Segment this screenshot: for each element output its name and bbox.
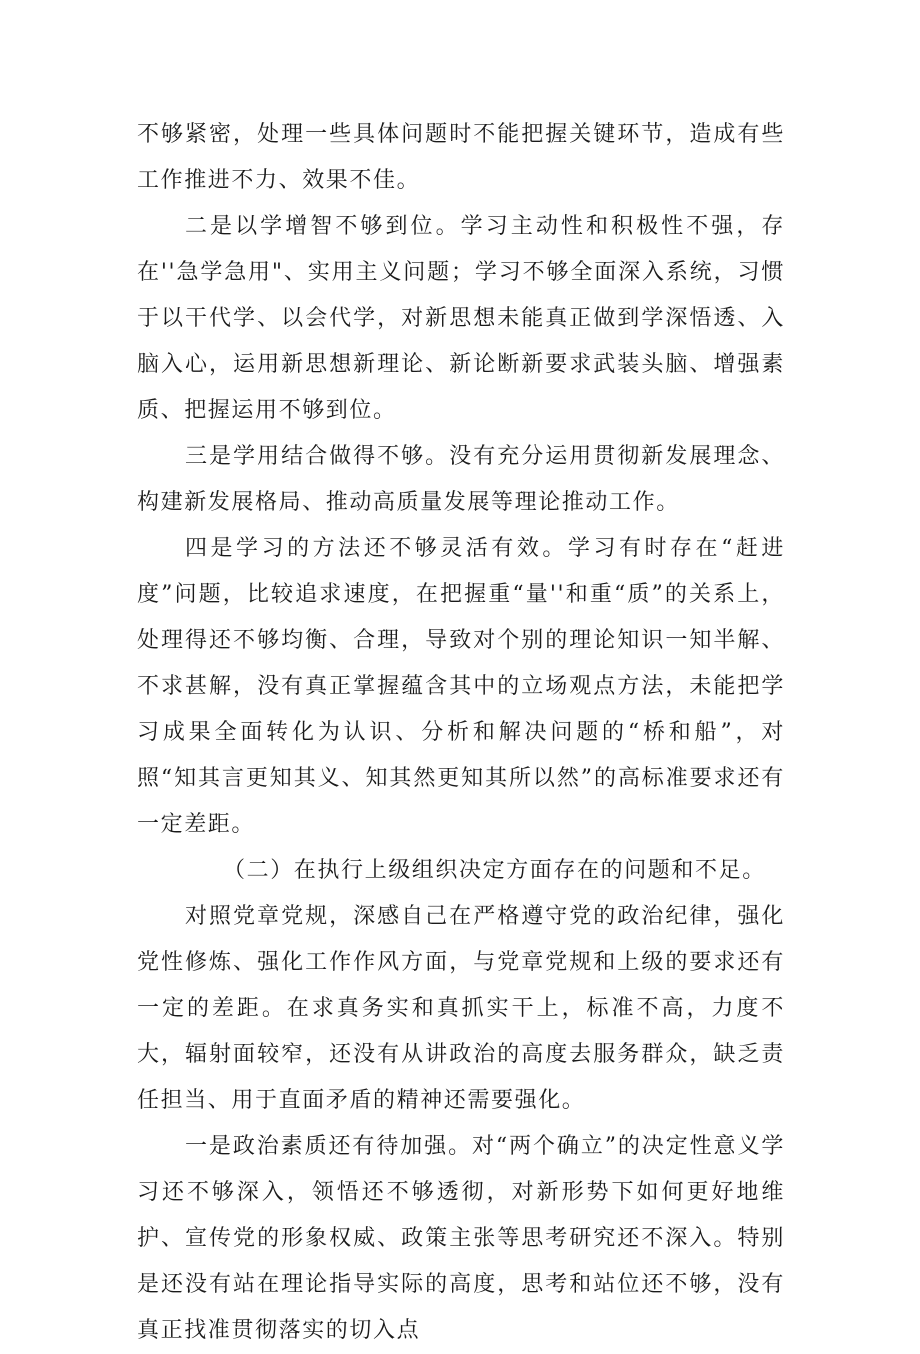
paragraph-point-three: 三是学用结合做得不够。没有充分运用贯彻新发展理念、构建新发展格局、推动高质量发展等理论推动工作。 bbox=[137, 444, 785, 515]
section-heading-two: （二）在执行上级组织决定方面存在的问题和不足。 bbox=[223, 858, 766, 883]
paragraph-point-two: 二是以学增智不够到位。学习主动性和积极性不强，存在''急学急用"、实用主义问题；学习不够全面深入系统，习惯于以干代学、以会代学，对新思想未能真正做到学深悟透、入脑入心，运用新思想新理论、新论断新要求武装头脑、增强素质、把握运用不够到位。 bbox=[137, 214, 785, 423]
paragraph-point-four: 四是学习的方法还不够灵活有效。学习有时存在“赶进度”问题，比较追求速度，在把握重“量''和重“质”的关系上，处理得还不够均衡、合理，导致对个别的理论知识一知半解、不求甚解，没有真正掌握蕴含其中的立场观点方法，未能把学习成果全面转化为认识、分析和解决问题的“桥和船”，对照“知其言更知其义、知其然更知其所以然”的高标准要求还有一定差距。 bbox=[137, 536, 785, 837]
document-body bbox=[137, 112, 785, 1354]
paragraph-section-intro: 对照党章党规，深感自己在严格遵守党的政治纪律，强化党性修炼、强化工作作风方面，与党章党规和上级的要求还有一定的差距。在求真务实和真抓实干上，标准不高，力度不大，辐射面较窄，还没有从讲政治的高度去服务群众，缺乏责任担当、用于直面矛盾的精神还需要强化。 bbox=[137, 904, 785, 1113]
paragraph-continuation: 不够紧密，处理一些具体问题时不能把握关键环节，造成有些工作推进不力、效果不佳。 bbox=[137, 122, 785, 193]
paragraph-point-one: 一是政治素质还有待加强。对“两个确立”的决定性意义学习还不够深入，领悟还不够透彻，对新形势下如何更好地维护、宣传党的形象权威、政策主张等思考研究还不深入。特别是还没有站在理论指导实际的高度，思考和站位还不够，没有真正找准贯彻落实的切入点 bbox=[137, 1134, 785, 1343]
